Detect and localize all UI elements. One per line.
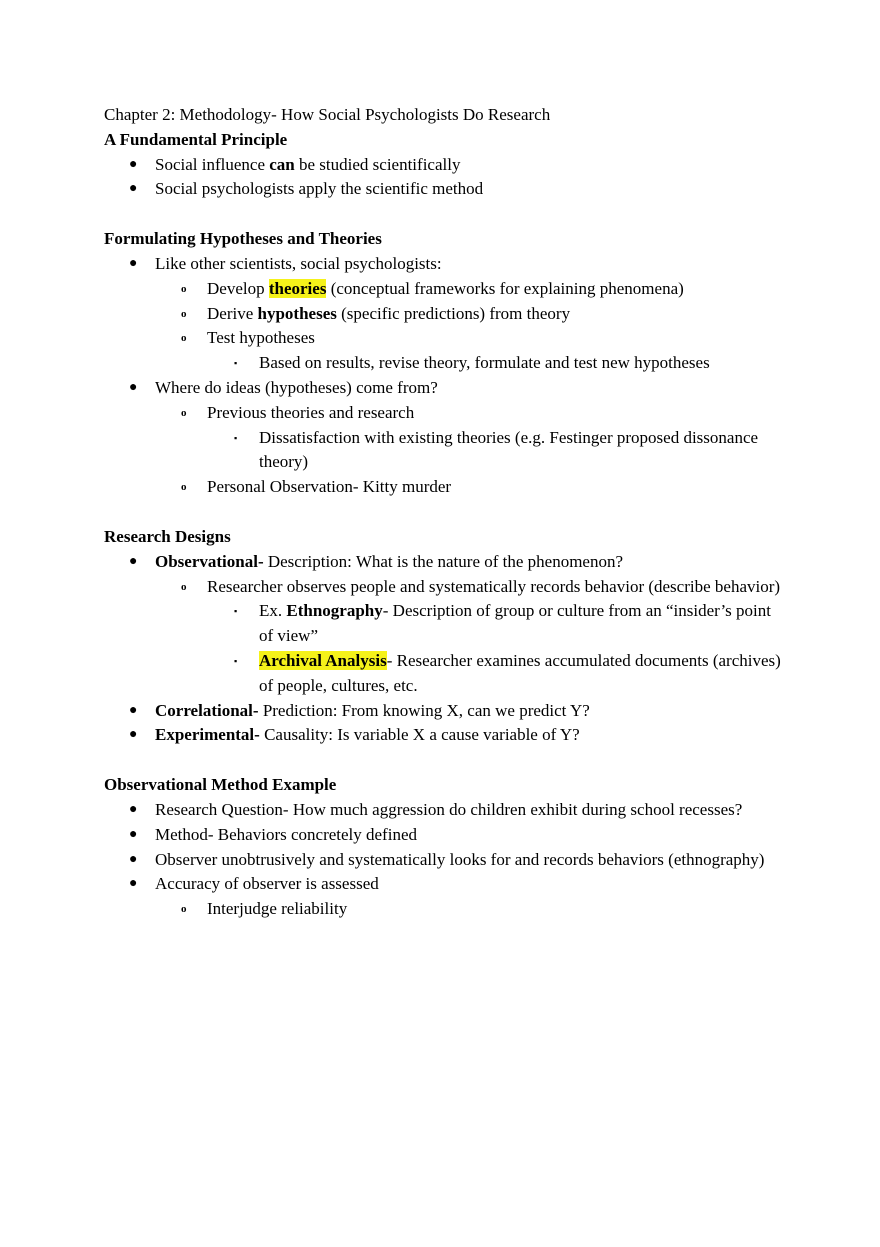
- circle-bullet-icon: o: [181, 580, 187, 593]
- sub-list-item: o Previous theories and research: [104, 401, 784, 426]
- sub-sub-list-item: ▪ Based on results, revise theory, formulate and test new hypotheses: [104, 351, 784, 376]
- list-item: ● Social psychologists apply the scientific method: [104, 177, 784, 202]
- list-item: ● Experimental- Causality: Is variable X a cause variable of Y?: [104, 723, 784, 748]
- list-item: ● Like other scientists, social psychologists:: [104, 252, 784, 277]
- document-title: Chapter 2: Methodology- How Social Psychologists Do Research: [104, 105, 551, 124]
- highlighted-term: theories: [268, 278, 327, 298]
- list-item: ● Method- Behaviors concretely defined: [104, 823, 784, 848]
- bullet-icon: ●: [129, 851, 138, 867]
- bullet-icon: ●: [129, 156, 138, 172]
- circle-bullet-icon: o: [181, 307, 187, 320]
- bullet-icon: ●: [129, 379, 138, 395]
- list-item: ● Observational- Description: What is the nature of the phenomenon?: [104, 550, 784, 575]
- square-bullet-icon: ▪: [234, 358, 238, 369]
- circle-bullet-icon: o: [181, 903, 187, 916]
- bullet-icon: ●: [129, 801, 138, 817]
- list-item: ● Social influence can be studied scientifically: [104, 153, 784, 178]
- bullet-icon: ●: [129, 702, 138, 718]
- square-bullet-icon: ▪: [234, 655, 238, 666]
- square-bullet-icon: ▪: [234, 606, 238, 617]
- section-heading-hypotheses: Formulating Hypotheses and Theories: [104, 229, 382, 249]
- list-item: ● Where do ideas (hypotheses) come from?: [104, 376, 784, 401]
- list-item: ● Research Question- How much aggression do children exhibit during school recesses?: [104, 798, 784, 823]
- document-page: [104, 103, 784, 922]
- circle-bullet-icon: o: [181, 481, 187, 494]
- circle-bullet-icon: o: [181, 332, 187, 345]
- list-item: ● Correlational- Prediction: From knowing X, can we predict Y?: [104, 699, 784, 724]
- square-bullet-icon: ▪: [234, 432, 238, 443]
- sub-list-item: o Interjudge reliability: [104, 897, 784, 922]
- list-item: ● Accuracy of observer is assessed: [104, 872, 784, 897]
- sub-sub-list-item: ▪ Ex. Ethnography- Description of group or culture from an “insider’s point of view”: [234, 601, 771, 646]
- bullet-icon: ●: [129, 553, 138, 569]
- sub-list-item: o Test hypotheses: [104, 326, 784, 351]
- section-heading-example: Observational Method Example: [104, 775, 337, 795]
- circle-bullet-icon: o: [181, 406, 187, 419]
- bullet-icon: ●: [129, 727, 138, 743]
- bullet-icon: ●: [129, 876, 138, 892]
- bullet-icon: ●: [129, 826, 138, 842]
- sub-list-item: o Researcher observes people and systematically records behavior (describe behavior): [104, 575, 784, 600]
- sub-list-item: o Derive hypotheses (specific predictions) from theory: [104, 302, 784, 327]
- sub-list-item: o Develop theories (conceptual frameworks for explaining phenomena): [104, 277, 784, 302]
- section-heading-designs: Research Designs: [104, 526, 231, 546]
- sub-sub-list-item: ▪ Dissatisfaction with existing theories (e.g. Festinger proposed dissonance theory): [234, 427, 759, 472]
- highlighted-term: Archival Analysis: [259, 650, 387, 670]
- circle-bullet-icon: o: [181, 282, 187, 295]
- sub-sub-list-item: ▪ Archival Analysis- Researcher examines accumulated documents (archives) of people, cultures, etc.: [234, 650, 781, 695]
- bullet-icon: ●: [129, 181, 138, 197]
- sub-list-item: o Personal Observation- Kitty murder: [104, 475, 784, 500]
- list-item: ● Observer unobtrusively and systematically looks for and records behaviors (ethnography): [104, 848, 784, 873]
- bullet-icon: ●: [129, 255, 138, 271]
- section-heading-principle: A Fundamental Principle: [104, 129, 288, 149]
